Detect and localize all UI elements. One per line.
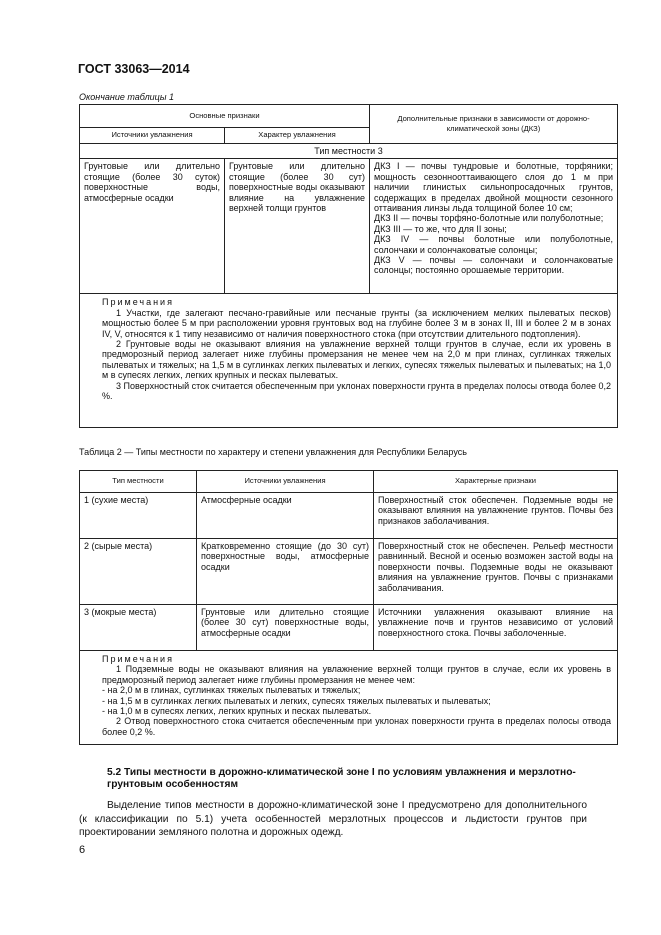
table1-note-3: 3 Поверхностный сток считается обеспеченным при уклонах поверхности грунта в пределах полосы отвода более 0,2 %. [102, 380, 611, 402]
table1-dkz-2: ДКЗ II — почвы торфяно-болотные или полуболотные; [374, 213, 604, 224]
table2-row1-features: Поверхностный сток обеспечен. Подземные воды не оказывают влияния на увлажнение грунтов. Почвы без признаков заболачивания. [374, 493, 618, 539]
table1-dkz-1: ДКЗ I — почвы тундровые и болотные, торфяники; мощность сезоннооттаивающего слоя до 1 м при наличии глинистых сильнопросадочных грунтов, содержащих в пределах двойной мощности сезонного оттаивания линзы льда толщиной более 10 см; [374, 161, 613, 214]
table1-group-title: Тип местности 3 [80, 144, 618, 159]
table1-character-header: Характер увлажнения [225, 128, 370, 144]
table2-title: Таблица 2 — Типы местности по характеру и степени увлажнения для Республики Беларусь [79, 447, 467, 457]
table2-notes [80, 651, 618, 745]
table2-note-1a: - на 2,0 м в глинах, суглинках тяжелых пылеватых и тяжелых; [102, 685, 361, 696]
table2-row1-type: 1 (сухие места) [80, 493, 197, 539]
table2-row2-type: 2 (сырые места) [80, 539, 197, 605]
table1-cell-sources: Грунтовые или длительно стоящие (более 30 суток) поверхностные воды, атмосферные осадки [80, 159, 225, 294]
table1-notes [80, 294, 618, 428]
table1-cell-additional [370, 159, 618, 294]
table2-sources-header: Источники увлажнения [197, 471, 374, 493]
section-paragraph: Выделение типов местности в дорожно-климатической зоне I предусмотрено для дополнительного (к классификации по 5.1) учета особенностей мерзлотных процессов и льдистости грунтов при проектировании земляного полотна и дорожных одежд. [79, 800, 587, 839]
table1-note-1: 1 Участки, где залегают песчано-гравийные или песчаные грунты (за исключением мелких пылеватых песков) мощностью более 5 м при расположении уровня грунтовых вод на глубине более 3 м в зонах II, III и более 2 м в зонах IV, V, относятся к 1 типу независимо от наличия поверхностного стока (при отсутствии длительного подтопления). [102, 307, 611, 339]
table1-cell-character: Грунтовые или длительно стоящие (более 30 сут) поверхностные воды оказывают влияние на увлажнение верхней толщи грунтов [225, 159, 370, 294]
table1 [79, 104, 618, 428]
table2-note-1: 1 Подземные воды не оказывают влияния на увлажнение верхней толщи грунтов в случае, если их уровень в предморозный период залегает ниже глубины промерзания не менее чем: [102, 664, 611, 685]
table1-dkz-5: ДКЗ V — почвы — солончаки и солончаковатые солонцы; постоянно орошаемые территории. [374, 255, 613, 276]
table2-features-header: Характерные признаки [374, 471, 618, 493]
page-number: 6 [79, 844, 86, 856]
document-code: ГОСТ 33063—2014 [78, 62, 190, 76]
table2-row2-sources: Кратковременно стоящие (до 30 сут) поверхностные воды, атмосферные осадки [197, 539, 374, 605]
table1-additional-header: Дополнительные признаки в зависимости от дорожно-климатической зоны (ДКЗ) [370, 105, 618, 144]
table-row [80, 493, 618, 539]
section-heading: 5.2 Типы местности в дорожно-климатической зоне I по условиям увлажнения и мерзлотно-грунтовым особенностям [107, 767, 576, 790]
table1-note-2: 2 Грунтовые воды не оказывают влияния на увлажнение верхней толщи грунтов в случае, если их уровень в предморозный период залегает ниже глубины промерзания не менее чем на 2,0 м при глинах, суглинках тяжелых пылеватых и тяжелых; на 1,5 м в суглинках легких пылеватых и легких, супесях тяжелых пылеватых и пылеватых; на 1,0 м в супесях легких, легких крупных и песках пылеватых. [102, 339, 611, 381]
table1-dkz-4: ДКЗ IV — почвы болотные или полуболотные, солончаки и солончаковатые солонцы; [374, 234, 613, 255]
table-row [80, 605, 618, 651]
table2-note-1b: - на 1,5 м в суглинках легких пылеватых и легких, супесях тяжелых пылеватых и пылеватых; [102, 695, 491, 706]
table1-main-features-header: Основные признаки [80, 105, 370, 128]
table2-row1-sources: Атмосферные осадки [197, 493, 374, 539]
table-row [80, 539, 618, 605]
table2-note-1c: - на 1,0 м в супесях легких, легких крупных и песках пылеватых. [102, 706, 372, 717]
table1-notes-title: Примечания [102, 297, 174, 308]
table2-row3-features: Источники увлажнения оказывают влияние на увлажнение почв и грунтов независимо от условий поверхностного стока. Почвы заболоченные. [374, 605, 618, 651]
table2-type-header: Тип местности [80, 471, 197, 493]
table1-sources-header: Источники увлажнения [80, 128, 225, 144]
table1-caption: Окончание таблицы 1 [79, 92, 174, 102]
table2-note-2: 2 Отвод поверхностного стока считается обеспеченным при уклонах поверхности грунта в пределах полосы отвода более 0,2 %. [102, 716, 611, 737]
table2-row2-features: Поверхностный сток не обеспечен. Рельеф местности равнинный. Весной и осенью возможен застой воды на поверхности почвы. Подземные воды не оказывают влияния на увлажнение грунтов. Почвы с признаками заболачивания. [374, 539, 618, 605]
table2-notes-title: Примечания [102, 654, 174, 664]
table1-dkz-3: ДКЗ III — то же, что для II зоны; [374, 223, 507, 234]
table2-row3-type: 3 (мокрые места) [80, 605, 197, 651]
table2 [79, 470, 618, 745]
table2-row3-sources: Грунтовые или длительно стоящие (более 30 сут) поверхностные воды, атмосферные осадки [197, 605, 374, 651]
